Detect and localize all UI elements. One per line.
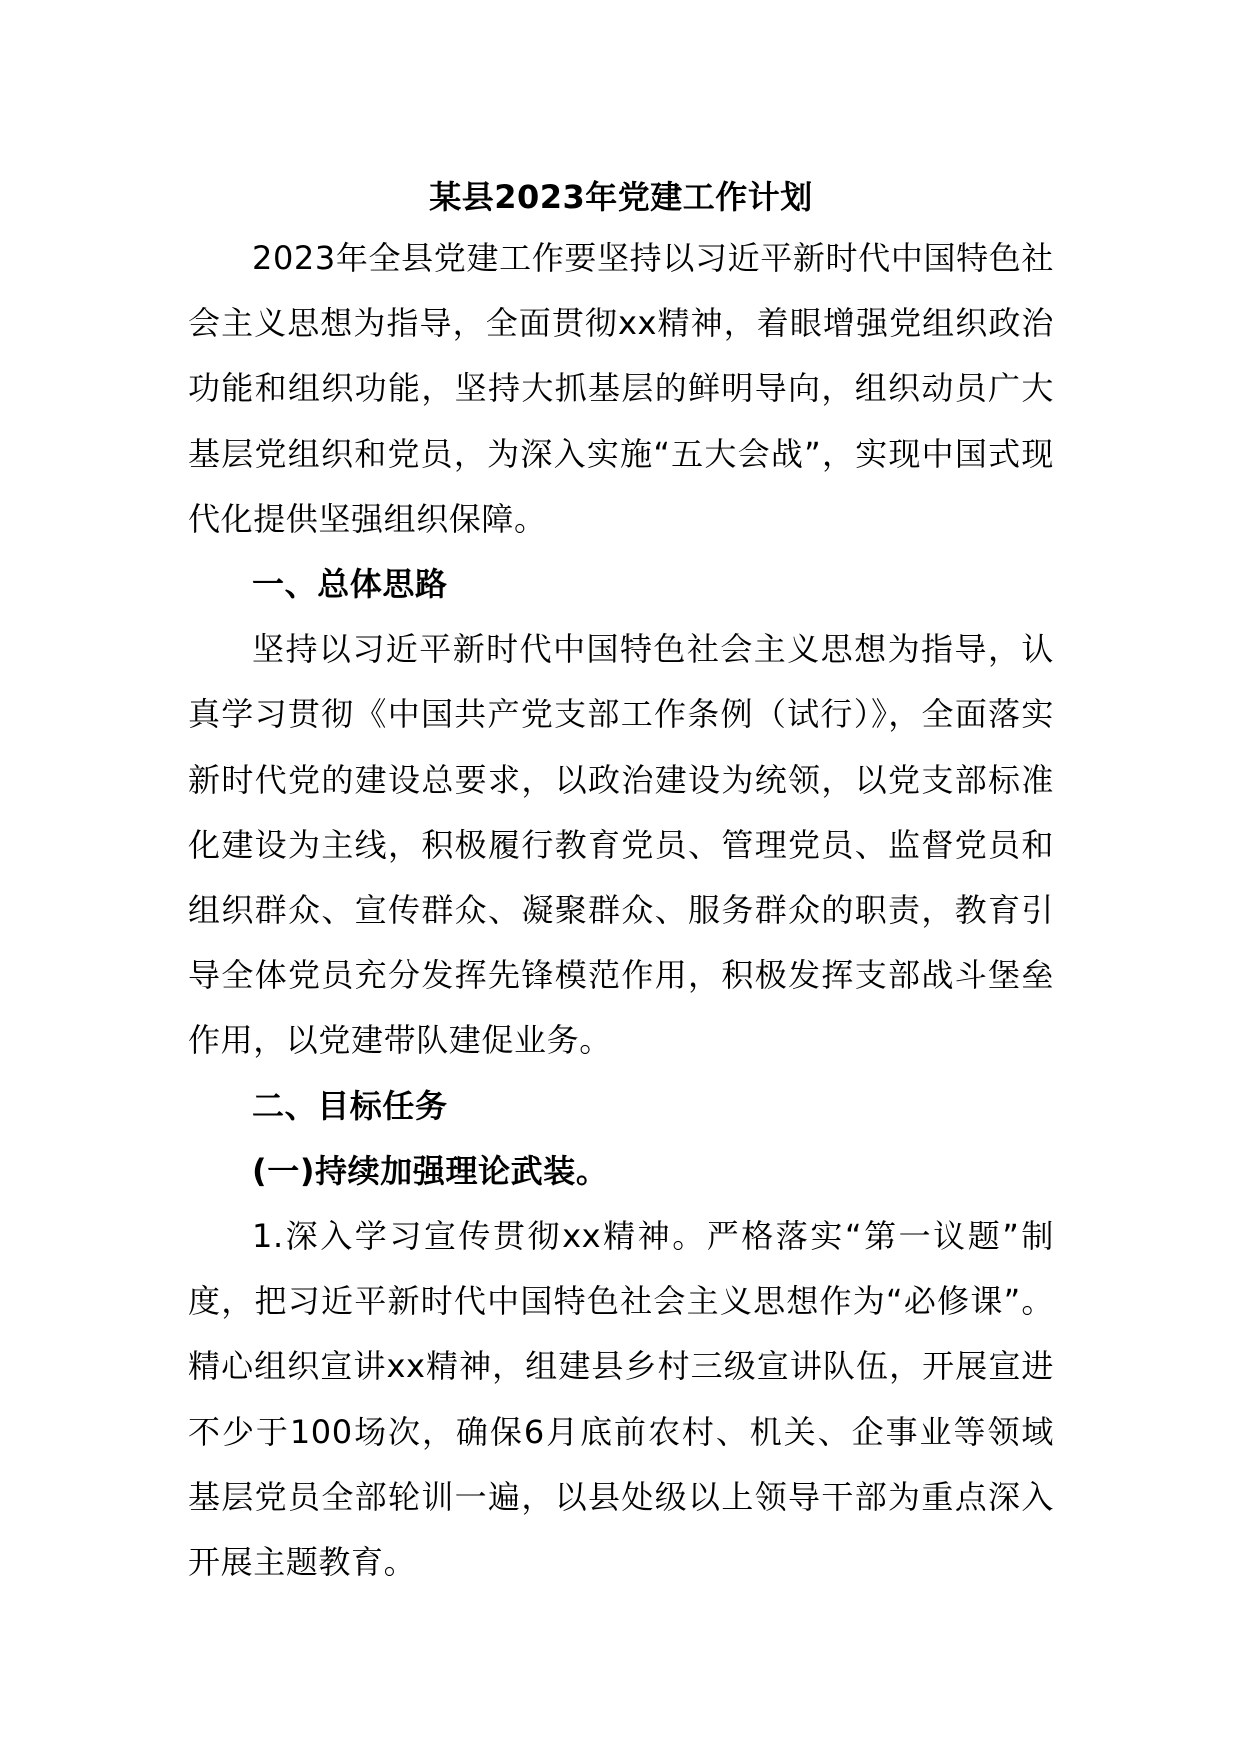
- document-title: 某县2023年党建工作计划: [429, 178, 813, 216]
- document-body: [188, 168, 1054, 1595]
- section-heading-overall-approach: 一、总体思路: [252, 565, 448, 604]
- item-1-paragraph: 1.深入学习宣传贯彻xx精神。严格落实“第一议题”制度，把习近平新时代中国特色社会主义思想作为“必修课”。精心组织宣讲xx精神，组建县乡村三级宣讲队伍，开展宣进不少于100场次，确保6月底前农村、机关、企事业等领域基层党员全部轮训一遍，以县处级以上领导干部为重点深入开展主题教育。: [188, 1217, 1054, 1582]
- intro-paragraph: 2023年全县党建工作要坚持以习近平新时代中国特色社会主义思想为指导，全面贯彻xx精神，着眼增强党组织政治功能和组织功能，坚持大抓基层的鲜明导向，组织动员广大基层党组织和党员，为深入实施“五大会战”，实现中国式现代化提供坚强组织保障。: [188, 239, 1054, 538]
- subsection-heading-theory: (一)持续加强理论武装。: [252, 1151, 609, 1190]
- overall-approach-paragraph: 坚持以习近平新时代中国特色社会主义思想为指导，认真学习贯彻《中国共产党支部工作条例（试行）》，全面落实新时代党的建设总要求，以政治建设为统领，以党支部标准化建设为主线，积极履行教育党员、管理党员、监督党员和组织群众、宣传群众、凝聚群众、服务群众的职责，教育引导全体党员充分发挥先锋模范作用，积极发挥支部战斗堡垒作用，以党建带队建促业务。: [188, 630, 1054, 1060]
- section-heading-goals-tasks: 二、目标任务: [252, 1086, 448, 1125]
